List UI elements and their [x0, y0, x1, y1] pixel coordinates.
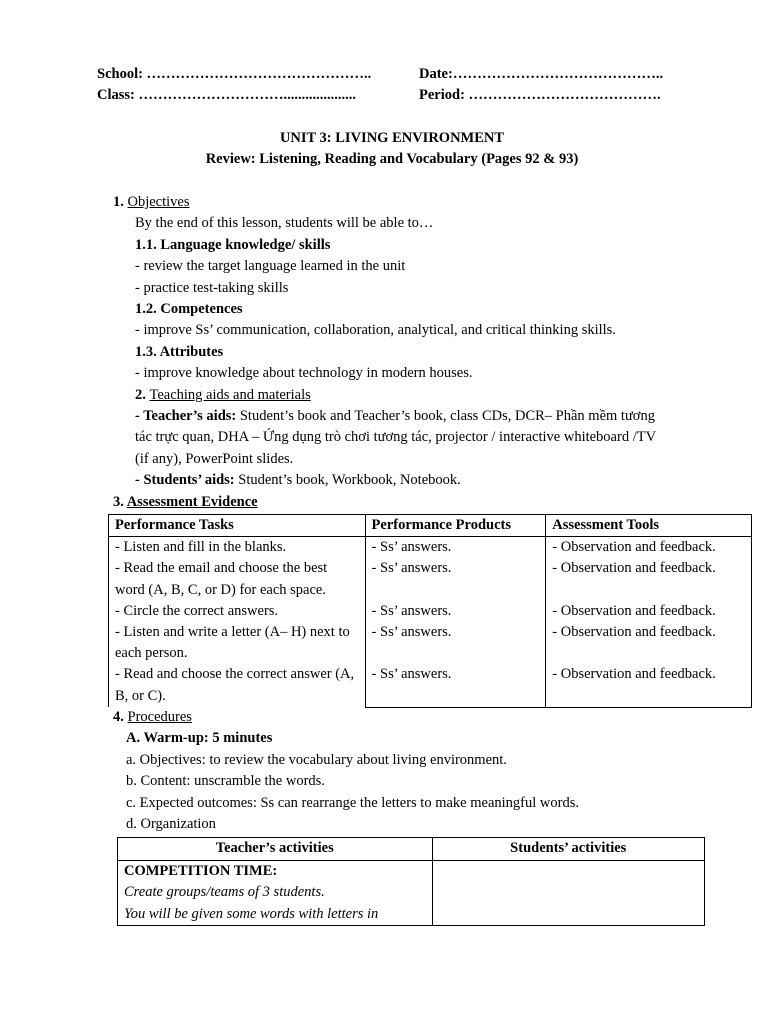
activities-table	[117, 837, 705, 926]
attributes-heading: 1.3. Attributes	[135, 343, 224, 360]
procedures-heading: 4. Procedures	[113, 709, 192, 725]
task-cell: - Listen and write a letter (A– H) next to each person.	[115, 624, 350, 662]
competences-heading: 1.2. Competences	[135, 301, 243, 317]
procedure-content: b. Content: unscramble the words.	[126, 773, 325, 790]
column-header: Performance Tasks	[109, 515, 366, 537]
tool-cell: - Observation and feedback.	[552, 666, 716, 683]
school-field: School: ………………………………………..	[97, 66, 372, 82]
teacher-aids: - Teacher’s aids: Student’s book and Teacher’s book, class CDs, DCR– Phần mềm tương	[135, 408, 655, 424]
assessment-heading: 3. Assessment Evidence	[113, 493, 258, 510]
objective-item: - improve Ss’ communication, collaboration, analytical, and critical thinking skills.	[135, 322, 616, 339]
table-row	[118, 860, 705, 926]
students-activities-cell	[432, 860, 705, 926]
tool-cell: - Observation and feedback.	[552, 624, 716, 640]
warmup-heading: A. Warm-up: 5 minutes	[126, 730, 273, 747]
teacher-aids-cont: tác trực quan, DHA – Ứng dụng trò chơi tương tác, projector / interactive whiteboard /TV	[135, 429, 657, 446]
assessment-table	[108, 514, 752, 708]
tool-cell: - Observation and feedback.	[552, 560, 716, 577]
competition-title: COMPETITION TIME:	[124, 862, 278, 879]
procedure-organization: d. Organization	[126, 816, 216, 832]
column-header: Performance Products	[365, 515, 546, 537]
product-cell: - Ss’ answers.	[371, 539, 452, 556]
column-header: Students’ activities	[432, 838, 705, 861]
date-field: Date:……………………………………..	[419, 66, 664, 82]
students-aids: - Students’ aids: Student’s book, Workbook, Notebook.	[135, 472, 461, 489]
product-cell: - Ss’ answers.	[371, 666, 452, 683]
task-cell: - Listen and fill in the blanks.	[115, 539, 287, 556]
objective-item: - improve knowledge about technology in modern houses.	[135, 365, 473, 382]
objectives-intro: By the end of this lesson, students will be able to…	[135, 215, 434, 232]
task-cell: - Read the email and choose the best word (A, B, C, or D) for each space.	[115, 560, 328, 598]
table-header-row	[109, 515, 752, 537]
language-skills-heading: 1.1. Language knowledge/ skills	[135, 236, 331, 253]
task-cell: - Circle the correct answers.	[115, 602, 279, 619]
class-field: Class: …………………………....................	[97, 87, 356, 103]
procedure-objectives: a. Objectives: to review the vocabulary about living environment.	[126, 751, 507, 768]
teacher-instruction: You will be given some words with letters in	[124, 905, 379, 922]
tool-cell: - Observation and feedback.	[552, 539, 716, 556]
table-header-row	[118, 838, 705, 861]
teacher-aids-cont: (if any), PowerPoint slides.	[135, 450, 294, 467]
product-cell: - Ss’ answers.	[371, 624, 452, 640]
procedure-outcomes: c. Expected outcomes: Ss can rearrange the letters to make meaningful words.	[126, 794, 579, 811]
objective-item: - review the target language learned in the unit	[135, 258, 406, 275]
column-header: Teacher’s activities	[118, 838, 433, 861]
teaching-aids-heading: 2. Teaching aids and materials	[135, 386, 311, 403]
objectives-heading: 1. Objectives	[113, 194, 190, 210]
product-cell: - Ss’ answers.	[371, 560, 452, 577]
tool-cell: - Observation and feedback.	[552, 602, 716, 619]
task-cell: - Read and choose the correct answer (A, B, or C).	[115, 666, 355, 704]
objective-item: - practice test-taking skills	[135, 279, 289, 296]
column-header: Assessment Tools	[546, 515, 752, 537]
teacher-instruction: Create groups/teams of 3 students.	[124, 884, 325, 900]
table-row	[109, 537, 752, 708]
lesson-subtitle: Review: Listening, Reading and Vocabulary (Pages 92 & 93)	[205, 151, 579, 167]
period-field: Period: ………………………………….	[419, 87, 661, 103]
product-cell: - Ss’ answers.	[371, 602, 452, 619]
unit-title: UNIT 3: LIVING ENVIRONMENT	[279, 130, 505, 146]
